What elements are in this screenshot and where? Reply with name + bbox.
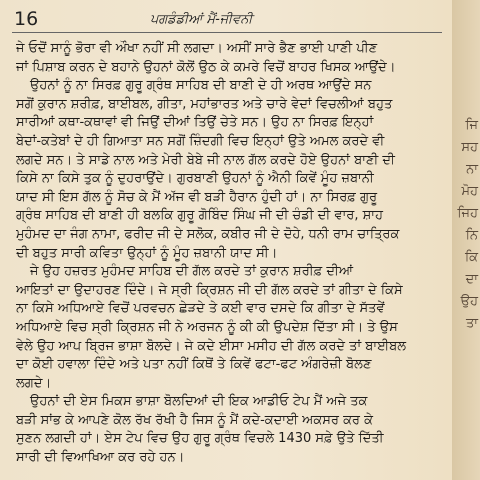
facing-text-fragment: ਸਹ	[461, 140, 478, 155]
text-line: ਦੀ ਬਹੁਤ ਸਾਰੀ ਕਵਿਤਾ ਉਨ੍ਹਾਂ ਨੂੰ ਮੂੰਹ ਜ਼ਬਾਨੀ ਯਾਦ ਸੀ।	[16, 245, 278, 261]
text-line: ਲਗਦੇ ਸਨ। ਤੇ ਸਾਡੇ ਨਾਲ ਅਤੇ ਮੇਰੀ ਬੇਬੇ ਜੀ ਨਾਲ ਗੱਲ ਕਰਦੇ ਹੋਏ ਉਹਨਾਂ ਬਾਣੀ ਦੀ	[16, 152, 395, 168]
facing-page-edge	[452, 0, 480, 480]
running-head: ਪਗਡੰਡੀਆਂ ਮੈਂ-ਜੀਵਨੀ	[150, 12, 253, 27]
facing-text-fragment: ਮੋਹ	[461, 184, 478, 199]
text-line: ਅਧਿਆਏ ਵਿਚ ਸ੍ਰੀ ਕ੍ਰਿਸ਼ਨ ਜੀ ਨੇ ਅਰਜਨ ਨੂੰ ਕੀ ਕੀ ਉਪਦੇਸ਼ ਦਿੱਤਾ ਸੀ। ਤੇ ਉਸ	[16, 319, 398, 335]
facing-text-fragment: ਕਿ	[464, 250, 478, 265]
text-line: ਬੜੀ ਸਾਂਭ ਕੇ ਆਪਣੇ ਕੋਲ ਰੱਖ ਰੱਖੀ ਹੈ ਜਿਸ ਨੂੰ ਮੈਂ ਕਦੇ-ਕਦਾਈ ਅਕਸਰ ਕਰ ਕੇ	[16, 412, 373, 428]
text-line: ਉਹਨਾਂ ਦੀ ਏਸ ਮਿਕਸ ਭਾਸ਼ਾ ਬੋਲਦਿਆਂ ਦੀ ਇਕ ਆਡੀਓ ਟੇਪ ਮੈਂ ਅਜੇ ਤਕ	[30, 394, 368, 410]
text-line: ਸੁਣਨ ਲਗਦੀ ਹਾਂ। ਏਸ ਟੇਪ ਵਿਚ ਉਹ ਗੁਰੂ ਗ੍ਰੰਥ ਵਿਚਲੇ 1430 ਸਫ਼ੇ ਉਤੇ ਦਿੱਤੀ	[16, 431, 384, 447]
text-line: ਲਗਦੇ।	[16, 375, 52, 391]
facing-text-fragment: ਜਿਹ	[457, 206, 478, 221]
text-line: ਵੇਲੇ ਉਹ ਆਪ ਬ੍ਰਿਜ ਭਾਸ਼ਾ ਬੋਲਦੇ। ਜੇ ਕਦੇ ਈਸਾ ਮਸੀਹ ਦੀ ਗੱਲ ਕਰਦੇ ਤਾਂ ਬਾਈਬਲ	[16, 338, 407, 354]
text-line: ਆਇਤਾਂ ਦਾ ਉਦਾਹਰਣ ਦਿੰਦੇ। ਜੇ ਸ੍ਰੀ ਕ੍ਰਿਸ਼ਨ ਜੀ ਦੀ ਗੱਲ ਕਰਦੇ ਤਾਂ ਗੀਤਾ ਦੇ ਕਿਸੇ	[16, 282, 403, 298]
text-line: ਜੇ ਓਦੋਂ ਸਾਨੂੰ ਭੋਰਾ ਵੀ ਔਖਾ ਨਹੀਂ ਸੀ ਲਗਦਾ। ਅਸੀਂ ਸਾਰੇ ਭੈਣ ਭਾਈ ਪਾਣੀ ਪੀਣ	[16, 41, 378, 56]
facing-text-fragment: ਨਾ	[466, 162, 478, 177]
text-line: ਜਾਂ ਪਿਸ਼ਾਬ ਕਰਨ ਦੇ ਬਹਾਨੇ ਉਹਨਾਂ ਕੋਲੋਂ ਉਠ ਕੇ ਕਮਰੇ ਵਿਚੋਂ ਬਾਹਰ ਖਿਸਕ ਆਉਂਦੇ।	[16, 59, 396, 75]
text-line: ਗ੍ਰੰਥ ਸਾਹਿਬ ਦੀ ਬਾਣੀ ਹੀ ਬਲਕਿ ਗੁਰੂ ਗੋਬਿੰਦ ਸਿੰਘ ਜੀ ਦੀ ਚੰਡੀ ਦੀ ਵਾਰ, ਸ਼ਾਹ	[16, 208, 383, 224]
text-line: ਸਾਰੀਆਂ ਕਥਾ-ਕਥਾਵਾਂ ਵੀ ਜਿਉਂ ਦੀਆਂ ਤਿਉਂ ਚੇਤੇ ਸਨ। ਉਹ ਨਾ ਸਿਰਫ਼ ਇਨ੍ਹਾਂ	[16, 115, 374, 131]
facing-text-fragment: ਜਿ	[465, 118, 478, 133]
facing-text-fragment: ਉਹ	[460, 294, 478, 309]
header-rule	[12, 32, 442, 33]
text-line: ਸਗੋਂ ਕੁਰਾਨ ਸ਼ਰੀਫ਼, ਬਾਈਬਲ, ਗੀਤਾ, ਮਹਾਂਭਾਰਤ ਅਤੇ ਚਾਰੇ ਵੇਦਾਂ ਵਿਚਲੀਆਂ ਬਹੁਤ	[16, 96, 393, 112]
text-line: ਯਾਦ ਸੀ ਇਸ ਗੱਲ ਨੂੰ ਸੋਚ ਕੇ ਮੈਂ ਅੱਜ ਵੀ ਬੜੀ ਹੈਰਾਨ ਹੁੰਦੀ ਹਾਂ। ਨਾ ਸਿਰਫ਼ ਗੁਰੂ	[16, 189, 378, 205]
facing-text-fragment: ਦਾ	[465, 272, 478, 287]
text-line: ਨਾ ਕਿਸੇ ਅਧਿਆਏ ਵਿਚੋਂ ਪਰਵਚਨ ਛੇੜਦੇ ਤੇ ਕਈ ਵਾਰ ਦਸਦੇ ਕਿ ਗੀਤਾ ਦੇ ਸੱਤਵੇਂ	[16, 301, 385, 317]
text-line: ਜੇ ਉਹ ਹਜ਼ਰਤ ਮੁਹੰਮਦ ਸਾਹਿਬ ਦੀ ਗੱਲ ਕਰਦੇ ਤਾਂ ਕੁਰਾਨ ਸ਼ਰੀਫ਼ ਦੀਆਂ	[30, 264, 354, 280]
body-text	[16, 40, 441, 468]
facing-text-fragment: ਨਿ	[465, 228, 478, 243]
text-line: ਸਾਰੀ ਦੀ ਵਿਆਖਿਆ ਕਰ ਰਹੇ ਹਨ।	[16, 450, 185, 466]
text-line: ਦਾ ਕੋਈ ਹਵਾਲਾ ਦਿੰਦੇ ਅਤੇ ਪਤਾ ਨਹੀਂ ਕਿਥੋਂ ਤੇ ਕਿਵੇਂ ਫਟਾ-ਫਟ ਅੰਗਰੇਜ਼ੀ ਬੋਲਣ	[16, 357, 372, 373]
text-line: ਬੇਦਾਂ-ਕਤੇਬਾਂ ਦੇ ਹੀ ਗਿਆਤਾ ਸਨ ਸਗੋਂ ਜ਼ਿੰਦਗੀ ਵਿਚ ਇਨ੍ਹਾਂ ਉਤੇ ਅਮਲ ਕਰਦੇ ਵੀ	[16, 133, 385, 149]
text-line: ਮੁਹੰਮਦ ਦਾ ਜੰਗ ਨਾਮਾ, ਫਰੀਦ ਜੀ ਦੇ ਸਲੋਕ, ਕਬੀਰ ਜੀ ਦੇ ਦੋਹੇ, ਧਨੀ ਰਾਮ ਚਾਤ੍ਰਿਕ	[16, 226, 400, 242]
text-line: ਉਹਨਾਂ ਨੂੰ ਨਾ ਸਿਰਫ਼ ਗੁਰੂ ਗ੍ਰੰਥ ਸਾਹਿਬ ਦੀ ਬਾਣੀ ਦੇ ਹੀ ਅਰਥ ਆਉਂਦੇ ਸਨ	[30, 78, 372, 94]
text-line: ਕਿਸੇ ਨਾ ਕਿਸੇ ਤੁਕ ਨੂੰ ਦੁਹਰਾਉਂਦੇ। ਗੁਰਬਾਣੀ ਉਹਨਾਂ ਨੂੰ ਐਨੀ ਕਿਵੇਂ ਮੂੰਹ ਜ਼ਬਾਨੀ	[16, 171, 374, 187]
page-number: 16	[14, 8, 39, 30]
facing-text-fragment: ਤਾ	[465, 316, 478, 331]
